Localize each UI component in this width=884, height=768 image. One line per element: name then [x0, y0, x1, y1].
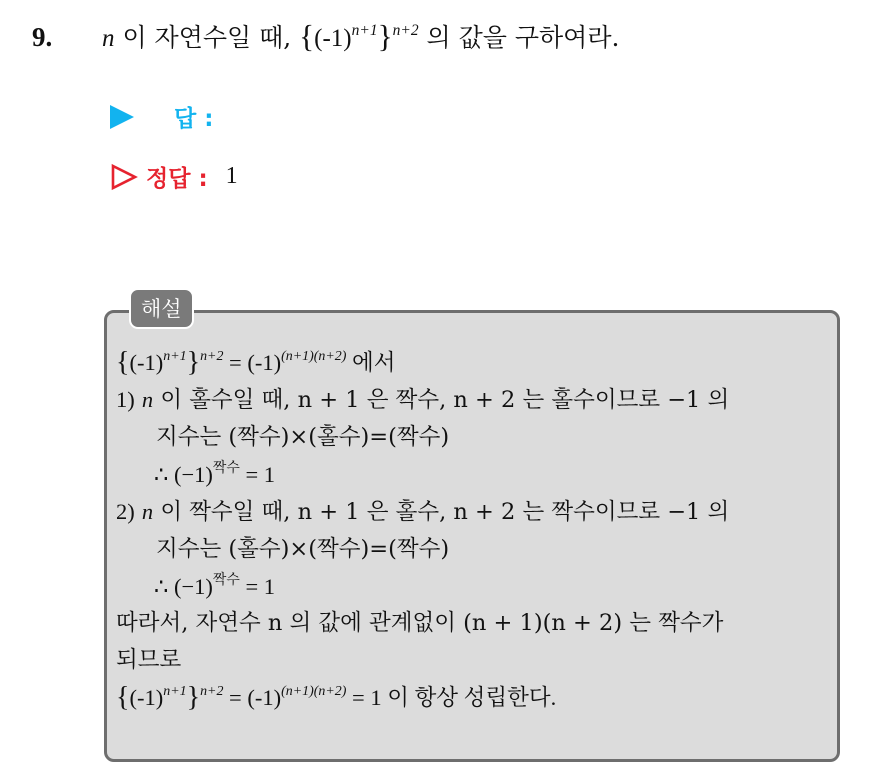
explanation-final: $\{(-1)^{n+1}\}^{n+2} = (-1)^{(n+1)(n+2)} = 1$ 이 항상 성립한다.: [116, 682, 557, 714]
explanation-tag: 해설: [129, 288, 194, 329]
explanation-body: [116, 344, 832, 716]
correct-answer-value: 1: [225, 163, 238, 189]
correct-answer-row: [110, 160, 238, 193]
explanation-case-2: 2) n 이 짝수일 때, n + 1 은 홀수, n + 2 는 짝수이므로 −1 의: [116, 499, 730, 525]
explanation-case-2-result: ∴ $(-1)^{짝수} = 1$: [154, 572, 276, 599]
problem-expression: $\{(-1)^{n+1}\}^{n+2}$: [299, 19, 419, 55]
answer-row: [110, 100, 213, 133]
correct-answer-label: 정답 :: [146, 166, 208, 192]
play-triangle-icon: [110, 105, 134, 129]
question-number: 9.: [32, 22, 53, 52]
explanation-conclusion-1: 따라서, 자연수 n 의 값에 관계없이 (n + 1)(n + 2) 는 짝수가: [116, 610, 724, 636]
explanation-case-1-result: ∴ $(-1)^{짝수} = 1$: [154, 460, 276, 487]
explanation-case-1: 1) n 이 홀수일 때, n + 1 은 짝수, n + 2 는 홀수이므로 −1 의: [116, 387, 730, 413]
explanation-line-1: $\{(-1)^{n+1}\}^{n+2} = (-1)^{(n+1)(n+2)}$ 에서: [116, 347, 396, 379]
explanation-conclusion-2: 되므로: [116, 647, 182, 673]
explanation-case-2-exponent: 지수는 (홀수)×(짝수)=(짝수): [156, 536, 450, 562]
problem-text-before: 이 자연수일 때,: [122, 23, 292, 52]
explanation-case-1-exponent: 지수는 (짝수)×(홀수)=(짝수): [156, 424, 450, 450]
outline-triangle-icon: [110, 163, 138, 191]
problem-statement: [32, 18, 619, 54]
problem-text-after: 의 값을 구하여라.: [426, 23, 620, 52]
variable-n: n: [102, 25, 115, 52]
answer-label: 답 :: [174, 106, 214, 132]
